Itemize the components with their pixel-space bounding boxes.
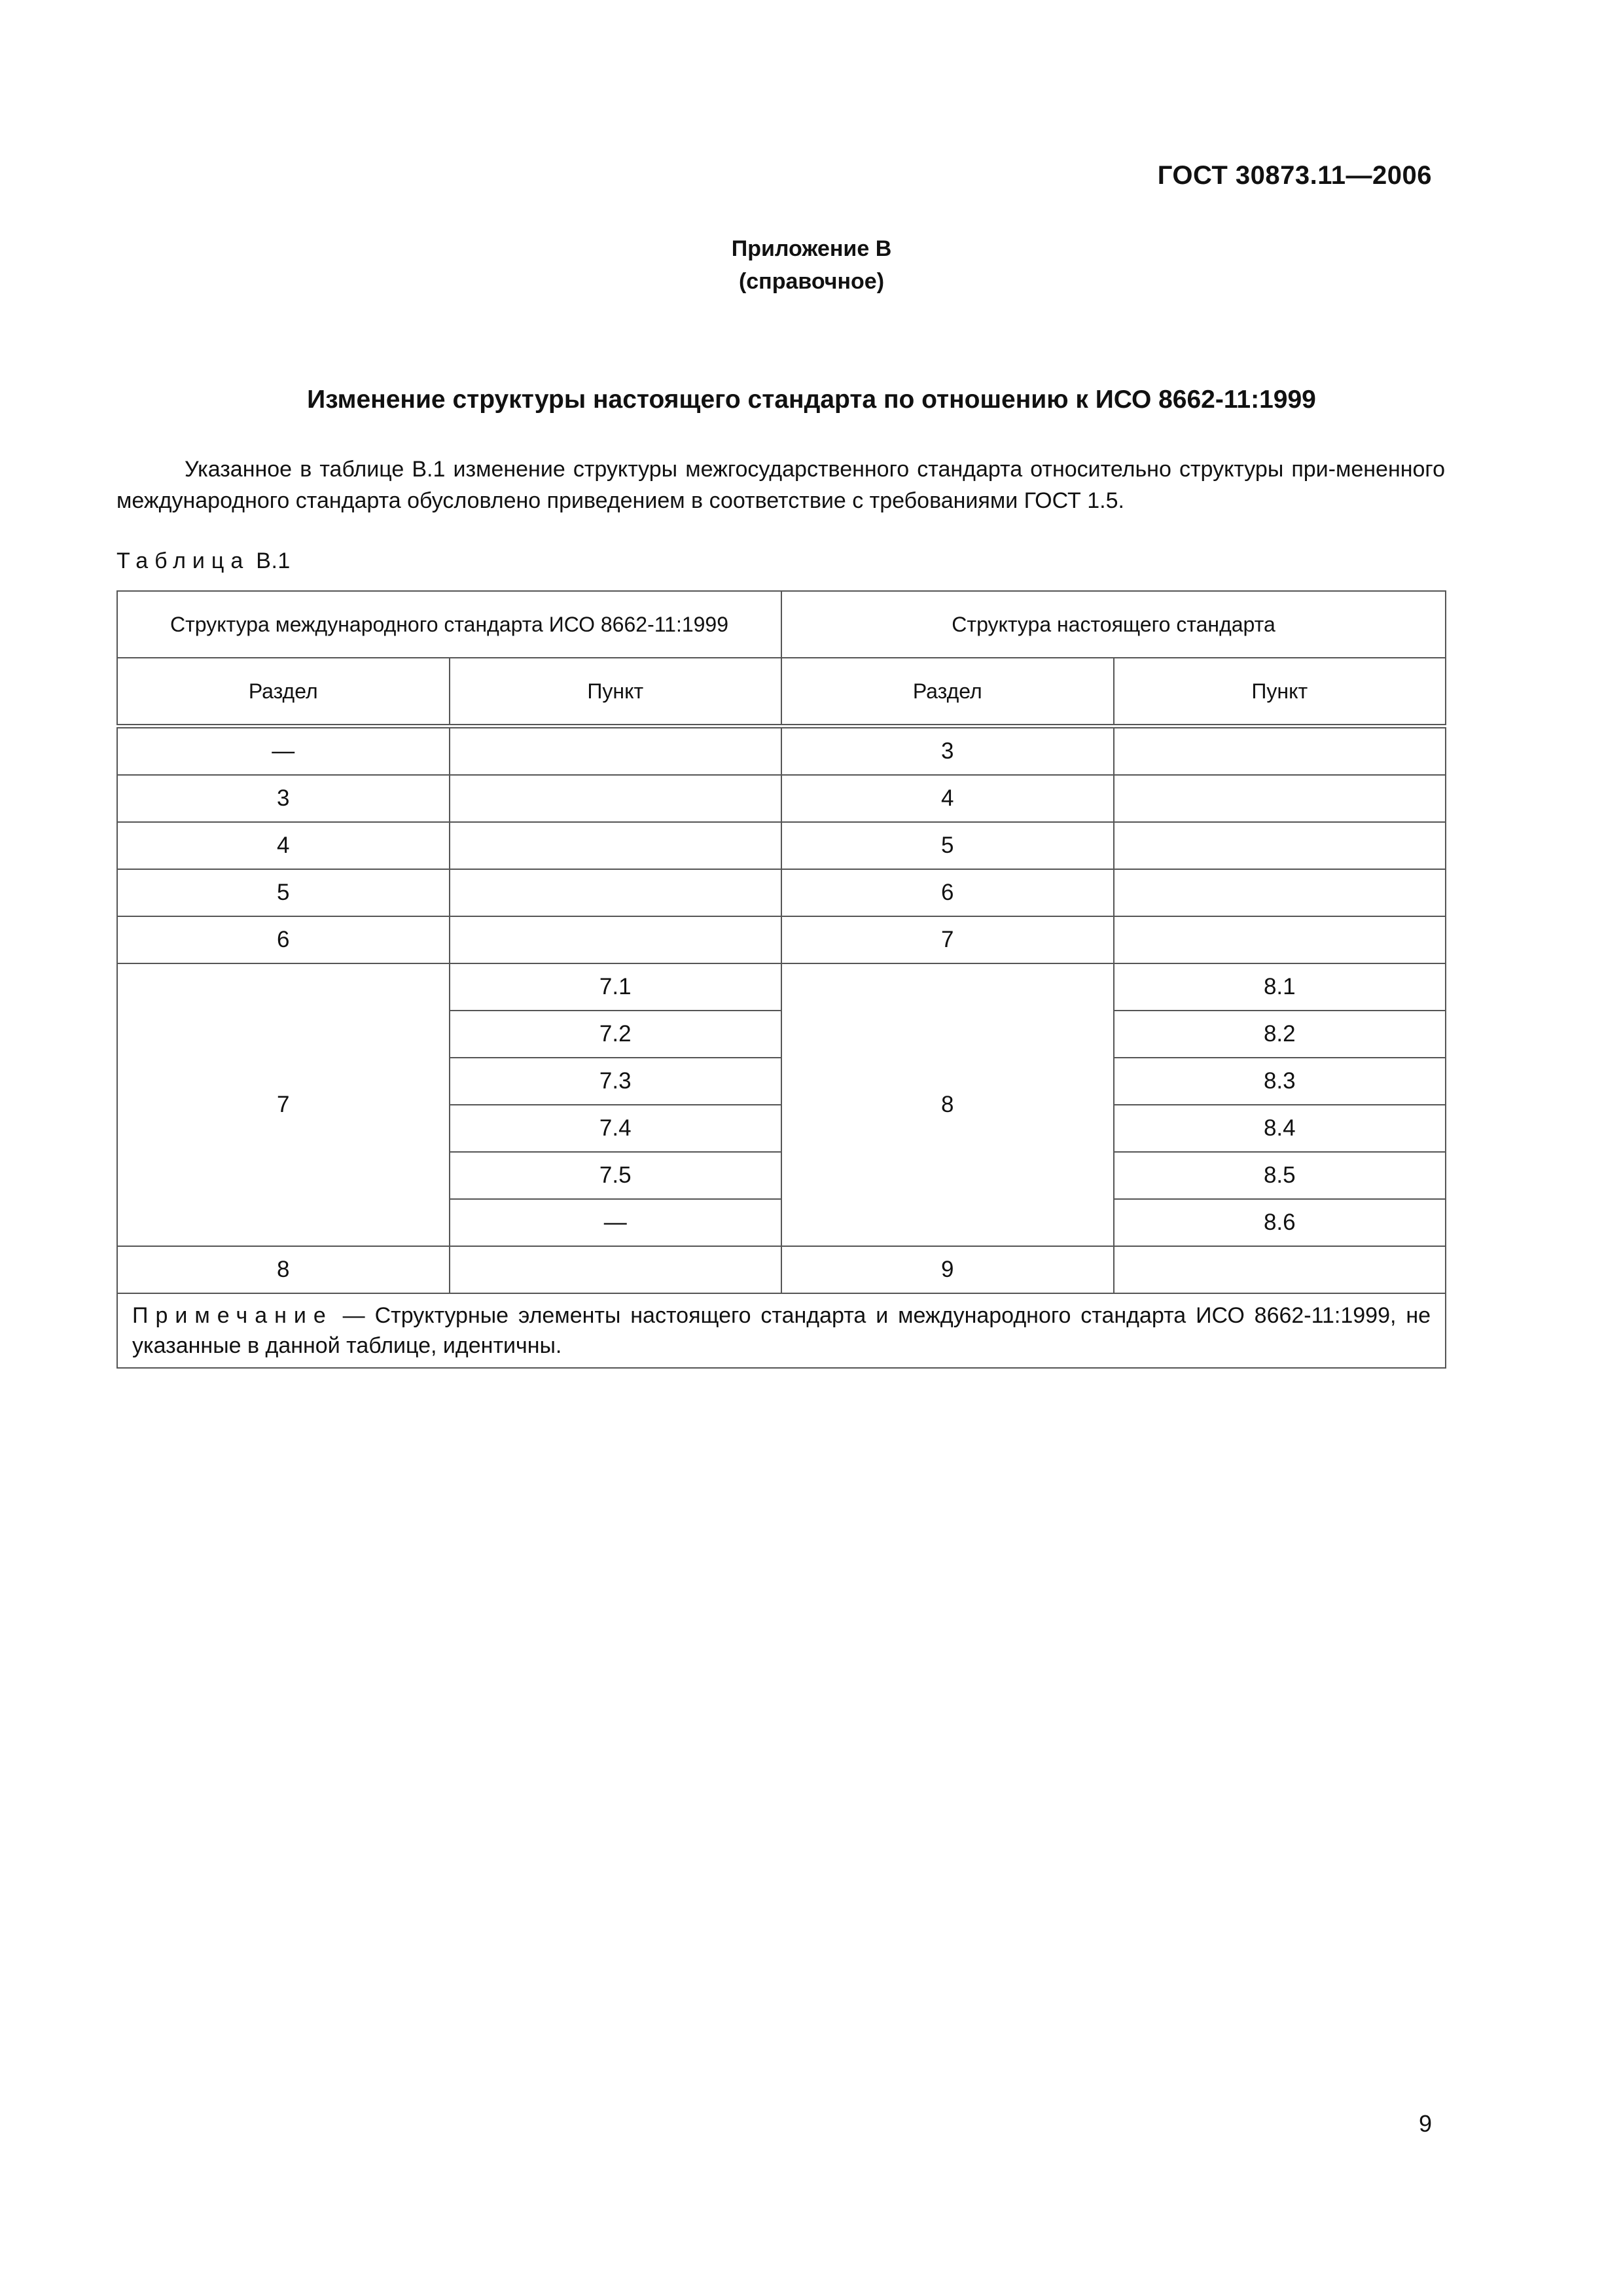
- table-caption-word: Таблица: [116, 548, 250, 573]
- cell-current-clause: 8.1: [1114, 963, 1446, 1011]
- cell-current-clause: [1114, 869, 1446, 916]
- cell-intl-section: 6: [117, 916, 450, 963]
- cell-intl-clause: [450, 726, 782, 776]
- table-note: [117, 1293, 1446, 1368]
- table-row: [117, 963, 1446, 1011]
- table-caption: [116, 548, 291, 574]
- cell-current-clause: [1114, 822, 1446, 869]
- header-current-standard: Структура настоящего стандарта: [781, 591, 1446, 658]
- cell-intl-clause: 7.4: [450, 1105, 782, 1152]
- cell-current-section: 9: [781, 1246, 1114, 1293]
- cell-current-section-merged: 8: [781, 963, 1114, 1246]
- cell-intl-clause: [450, 822, 782, 869]
- table-note-row: [117, 1293, 1446, 1368]
- cell-intl-clause: —: [450, 1199, 782, 1246]
- cell-current-clause: [1114, 775, 1446, 822]
- cell-intl-section: 3: [117, 775, 450, 822]
- cell-intl-clause: [450, 869, 782, 916]
- cell-current-section: 6: [781, 869, 1114, 916]
- table-row: [117, 822, 1446, 869]
- note-text: — Структурные элементы настоящего стандарта и международного стандарта ИСО 8662-11:1999, не указанные в данной таблице, идентичны.: [132, 1303, 1431, 1358]
- table-row: [117, 916, 1446, 963]
- cell-intl-section: 4: [117, 822, 450, 869]
- table-row: [117, 869, 1446, 916]
- header-intl-clause: Пункт: [450, 658, 782, 726]
- table-header-row: [117, 591, 1446, 658]
- table-subheader-row: [117, 658, 1446, 726]
- annex-name: Приложение В: [731, 236, 892, 261]
- cell-current-clause: 8.4: [1114, 1105, 1446, 1152]
- table-caption-number: В.1: [256, 548, 291, 573]
- intro-paragraph: Указанное в таблице В.1 изменение структуры межгосударственного стандарта относительно структуры при-мененного международного стандарта обусловлено приведением в соответствие с требованиями ГОСТ 1.5.: [116, 457, 1445, 513]
- cell-current-clause: 8.2: [1114, 1011, 1446, 1058]
- page-title: Изменение структуры настоящего стандарта по отношению к ИСО 8662-11:1999: [307, 386, 1316, 414]
- annex-type: (справочное): [738, 269, 885, 294]
- structure-table: [116, 590, 1446, 1369]
- cell-current-section: 7: [781, 916, 1114, 963]
- header-intl-section: Раздел: [117, 658, 450, 726]
- cell-intl-clause: 7.5: [450, 1152, 782, 1199]
- cell-intl-section: —: [117, 726, 450, 776]
- table-row: [117, 1246, 1446, 1293]
- table-row: [117, 726, 1446, 776]
- header-current-clause: Пункт: [1114, 658, 1446, 726]
- cell-current-clause: 8.5: [1114, 1152, 1446, 1199]
- cell-current-clause: 8.6: [1114, 1199, 1446, 1246]
- page-number: 9: [1418, 2110, 1432, 2137]
- header-intl-standard: Структура международного стандарта ИСО 8662-11:1999: [117, 591, 781, 658]
- cell-current-section: 3: [781, 726, 1114, 776]
- document-code: ГОСТ 30873.11—2006: [1157, 161, 1432, 190]
- cell-intl-clause: 7.2: [450, 1011, 782, 1058]
- cell-current-clause: [1114, 916, 1446, 963]
- annex-heading: [0, 232, 1623, 298]
- table-row: [117, 775, 1446, 822]
- cell-current-section: 4: [781, 775, 1114, 822]
- cell-current-section: 5: [781, 822, 1114, 869]
- cell-current-clause: [1114, 726, 1446, 776]
- cell-intl-clause: 7.1: [450, 963, 782, 1011]
- cell-intl-section: 5: [117, 869, 450, 916]
- cell-intl-clause: 7.3: [450, 1058, 782, 1105]
- cell-intl-clause: [450, 916, 782, 963]
- cell-intl-section-merged: 7: [117, 963, 450, 1246]
- cell-current-clause: [1114, 1246, 1446, 1293]
- cell-intl-clause: [450, 1246, 782, 1293]
- header-current-section: Раздел: [781, 658, 1114, 726]
- cell-intl-section: 8: [117, 1246, 450, 1293]
- note-heading: Примечание: [132, 1303, 333, 1328]
- cell-intl-clause: [450, 775, 782, 822]
- cell-current-clause: 8.3: [1114, 1058, 1446, 1105]
